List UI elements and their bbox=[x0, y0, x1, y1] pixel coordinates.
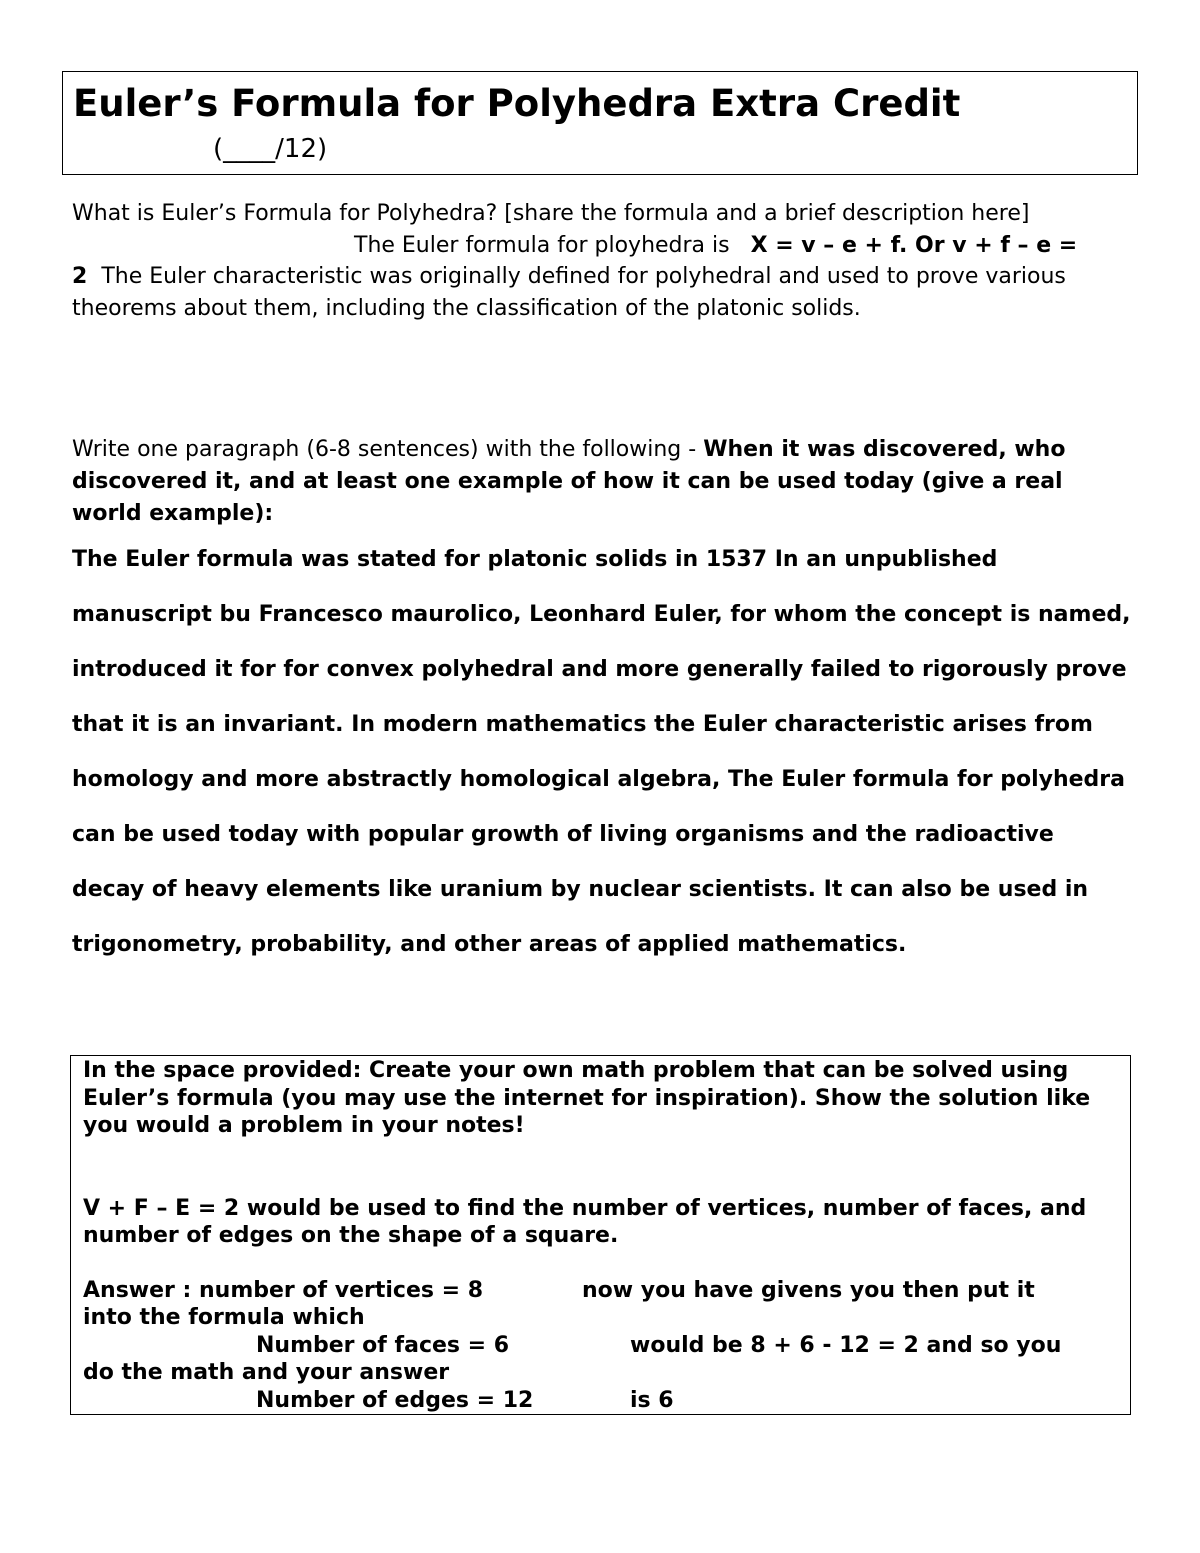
question-1 bbox=[72, 198, 1122, 324]
answer-line-1-wrap: into the formula which bbox=[83, 1305, 365, 1330]
answer-line-2-wrap: do the math and your answer bbox=[83, 1360, 450, 1385]
question-2-prompt-bold: When it was discovered, who discovered it, and at least one example of how it can be used today (give a real world example): bbox=[72, 437, 1066, 526]
answer-line-2 bbox=[83, 1332, 1123, 1360]
answer-line-1 bbox=[83, 1277, 1123, 1305]
edges-value: Number of edges = 12 bbox=[256, 1387, 534, 1413]
math-problem-box bbox=[70, 1055, 1131, 1415]
question-2-answer: The Euler formula was stated for platonic solids in 1537 In an unpublished manuscript bu Francesco maurolico, Leonhard Euler, for whom the concept is named, introduced it for for convex polyhedral and more generally failed to rigorously prove that it is an invariant. In modern mathematics the Euler characteristic arises from homology and more abstractly homological algebra, The Euler formula for polyhedra can be used today with popular growth of living organisms and the radioactive decay of heavy elements like uranium by nuclear scientists. It can also be used in trigonometry, probability, and other areas of applied mathematics. bbox=[72, 547, 1131, 957]
problem-prompt: In the space provided: Create your own math problem that can be solved using Euler’s formula (you may use the internet for inspiration). Show the solution like you would a problem in your notes! bbox=[83, 1058, 1091, 1138]
page-title: Euler’s Formula for Polyhedra Extra Credit bbox=[73, 82, 961, 125]
faces-value: Number of faces = 6 bbox=[256, 1332, 510, 1358]
question-2 bbox=[72, 434, 1122, 530]
vertices-value: Answer : number of vertices = 8 bbox=[83, 1277, 484, 1303]
answer-line-3 bbox=[83, 1387, 1123, 1415]
question-2-prompt-plain: Write one paragraph (6-8 sentences) with the following - bbox=[72, 437, 697, 462]
explanation-part-1: now you have givens you then put it bbox=[582, 1277, 1035, 1303]
title-box bbox=[62, 71, 1138, 175]
explanation-part-2: would be 8 + 6 - 12 = 2 and so you bbox=[630, 1332, 1062, 1358]
question-1-prompt: What is Euler’s Formula for Polyhedra? [share the formula and a brief description here] bbox=[72, 201, 1030, 226]
question-1-answer-rest: The Euler characteristic was originally defined for polyhedral and used to prove various theorems about them, including the classification of the platonic solids. bbox=[72, 264, 1066, 321]
score-field: (____/12) bbox=[213, 134, 328, 164]
problem-statement: V + F – E = 2 would be used to find the number of vertices, number of faces, and number of edges on the shape of a square. bbox=[83, 1195, 1087, 1248]
question-1-answer-intro: The Euler formula for ployhedra is bbox=[354, 232, 730, 258]
explanation-part-3: is 6 bbox=[630, 1387, 674, 1413]
euler-formula: X = v – e + f. Or v + f – e = 2 bbox=[72, 232, 1078, 289]
